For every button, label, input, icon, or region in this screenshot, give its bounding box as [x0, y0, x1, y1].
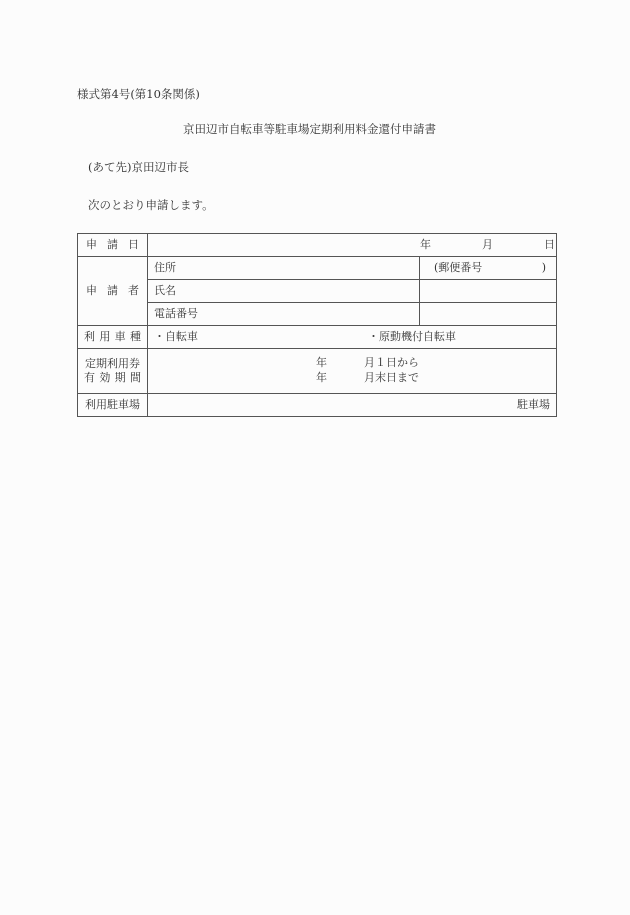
- row-applicant-phone: [78, 303, 557, 326]
- row-applicant-name: [78, 280, 557, 303]
- row-validity-period: [78, 349, 557, 394]
- label-applicant: 申 請 者: [78, 257, 148, 326]
- month-label: 月: [482, 238, 493, 251]
- application-table: [77, 233, 557, 417]
- field-name-extra[interactable]: [420, 280, 557, 303]
- row-parking-lot: [78, 394, 557, 417]
- field-application-date[interactable]: [148, 234, 557, 257]
- option-bicycle[interactable]: ・自転車: [154, 330, 198, 343]
- field-validity-period[interactable]: [148, 349, 557, 394]
- year-label: 年: [420, 238, 431, 251]
- field-postal-code[interactable]: (郵便番号 ): [420, 257, 557, 280]
- from-year: 年: [316, 356, 327, 369]
- parking-suffix: 駐車場: [517, 398, 550, 411]
- day-label: 日: [544, 238, 555, 251]
- label-validity-period: 定期利用券 有 効 期 間: [78, 349, 148, 394]
- field-address[interactable]: [148, 257, 420, 280]
- label-parking-lot: 利用駐車場: [78, 394, 148, 417]
- name-label: 氏名: [154, 284, 176, 297]
- option-moped[interactable]: ・原動機付自転車: [368, 330, 456, 343]
- label-application-date: 申 請 日: [78, 234, 148, 257]
- field-phone[interactable]: [148, 303, 420, 326]
- address-label: 住所: [154, 261, 176, 274]
- to-year: 年: [316, 371, 327, 384]
- addressee: (あて先)京田辺市長: [88, 160, 189, 174]
- from-rest: 月１日から: [364, 356, 419, 369]
- document-title: 京田辺市自転車等駐車場定期利用料金還付申請書: [183, 122, 436, 136]
- row-application-date: [78, 234, 557, 257]
- label-vehicle-type: 利 用 車 種: [78, 326, 148, 349]
- intro-text: 次のとおり申請します。: [88, 198, 214, 212]
- phone-label: 電話番号: [154, 307, 198, 320]
- postal-label: (郵便番号: [434, 261, 483, 274]
- row-applicant-address: [78, 257, 557, 280]
- to-rest: 月末日まで: [364, 371, 419, 384]
- field-parking-lot[interactable]: [148, 394, 557, 417]
- field-phone-extra[interactable]: [420, 303, 557, 326]
- field-vehicle-type[interactable]: [148, 326, 557, 349]
- row-vehicle-type: [78, 326, 557, 349]
- field-name[interactable]: [148, 280, 420, 303]
- form-number: 様式第4号(第10条関係): [77, 87, 200, 101]
